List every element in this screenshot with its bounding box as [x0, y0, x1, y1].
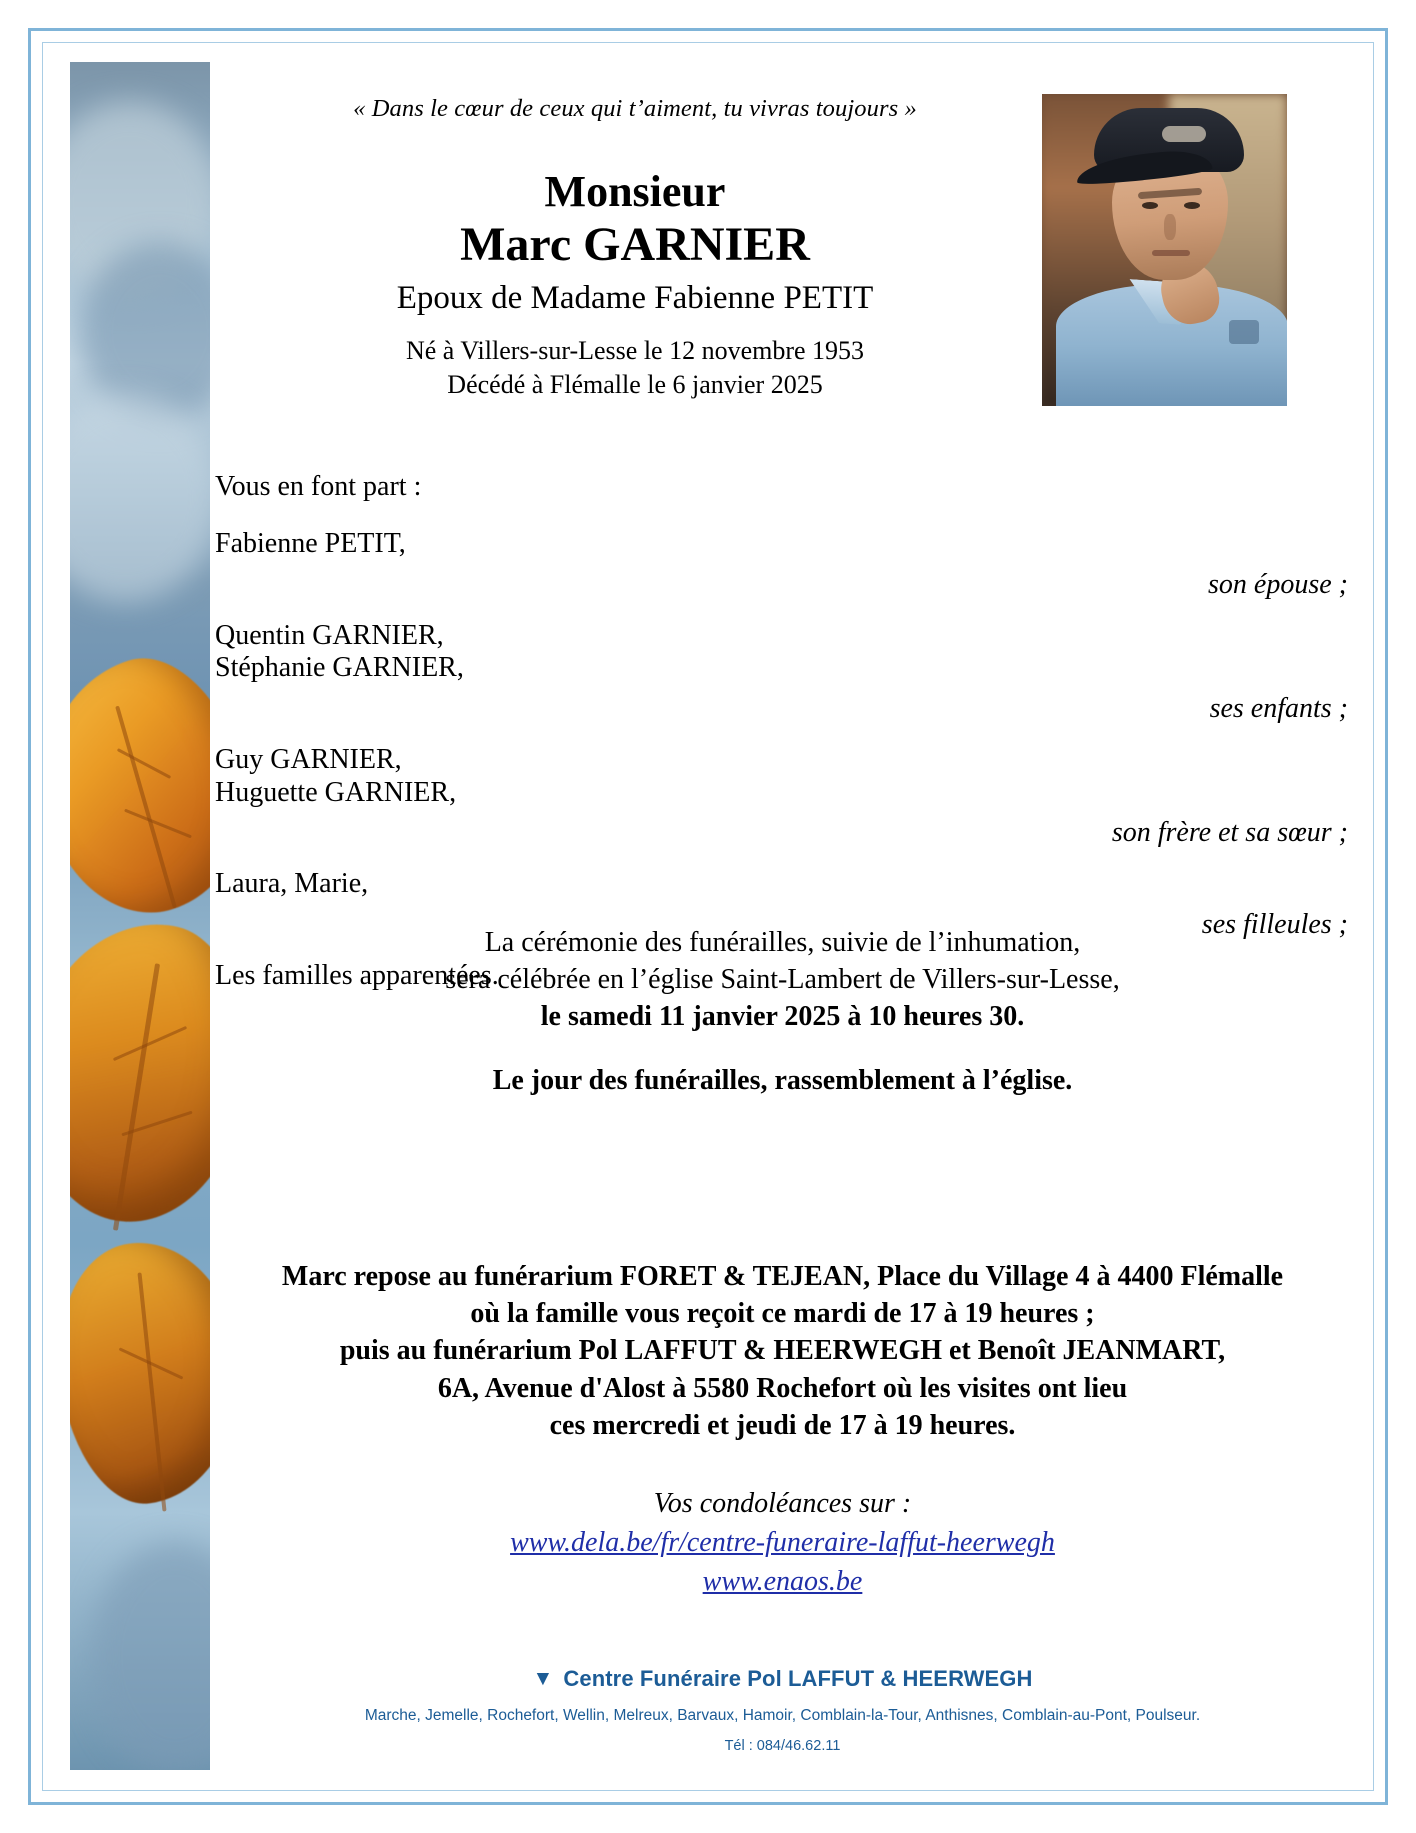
- family-role: son frère et sa sœur ;: [1111, 817, 1348, 849]
- family-group: [215, 744, 1350, 850]
- family-names: [215, 868, 1350, 901]
- condolences-intro: Vos condoléances sur :: [653, 1488, 912, 1519]
- family-role: ses filleules ;: [1201, 908, 1348, 940]
- footer-phone: Tél : 084/46.62.11: [724, 1738, 841, 1754]
- ceremony-line-1: La cérémonie des funérailles, suivie de l’inhumation,: [484, 927, 1081, 958]
- ceremony-line-2: sera célébrée en l’église Saint-Lambert de Villers-sur-Lesse,: [445, 964, 1120, 996]
- photo-shirt-logo: [1229, 320, 1259, 344]
- portrait-photo: [1042, 94, 1287, 406]
- footer-company-row: [215, 1666, 1350, 1692]
- death-line: Décédé à Flémalle le 6 janvier 2025: [447, 370, 823, 400]
- announcement-intro: Vous en font part :: [215, 471, 422, 502]
- spouse-line: Epoux de Madame Fabienne PETIT: [396, 280, 874, 317]
- family-member: Huguette GARNIER,: [215, 776, 457, 808]
- family-member: Quentin GARNIER,: [215, 619, 444, 651]
- family-names: [215, 620, 1350, 686]
- repose-line: où la famille vous reçoit ce mardi de 17 à 19 heures ;: [470, 1298, 1095, 1330]
- repose-line: ces mercredi et jeudi de 17 à 19 heures.: [549, 1409, 1016, 1441]
- ceremony-details: [215, 924, 1350, 1099]
- name-block: [305, 166, 965, 403]
- card-content: [215, 62, 1350, 1770]
- family-member: Laura, Marie,: [215, 868, 369, 899]
- autumn-leaf-decoration: [70, 62, 210, 1770]
- photo-eye-right: [1184, 202, 1200, 209]
- family-group: [215, 528, 1350, 602]
- family-group: [215, 620, 1350, 726]
- photo-nose: [1164, 214, 1176, 240]
- sky-blur-blob: [90, 1542, 210, 1770]
- repose-info: [215, 1258, 1350, 1444]
- triangle-down-icon: ▼: [532, 1667, 554, 1690]
- funeral-home-footer: [215, 1666, 1350, 1754]
- family-role: son épouse ;: [1208, 568, 1348, 600]
- repose-line: puis au funérarium Pol LAFFUT & HEERWEGH et Benoît JEANMART,: [339, 1335, 1226, 1367]
- family-names: [215, 744, 1350, 810]
- repose-line: Marc repose au funérarium FORET & TEJEAN, Place du Village 4 à 4400 Flémalle: [281, 1261, 1284, 1292]
- footer-towns: Marche, Jemelle, Rochefort, Wellin, Melreux, Barvaux, Hamoir, Comblain-la-Tour, Anthisnes, Comblain-au-Pont, Poulseur.: [364, 1707, 1201, 1724]
- repose-line: 6A, Avenue d'Alost à 5580 Rochefort où les visites ont lieu: [437, 1372, 1128, 1404]
- family-names: [215, 528, 1350, 561]
- family-member: Guy GARNIER,: [215, 743, 402, 775]
- condolences-block: [215, 1484, 1350, 1602]
- ceremony-datetime: le samedi 11 janvier 2025 à 10 heures 30.: [540, 1001, 1025, 1033]
- related-families: Les familles apparentées.: [215, 959, 499, 991]
- condolences-link-dela[interactable]: www.dela.be/fr/centre-funeraire-laffut-heerwegh: [510, 1527, 1055, 1559]
- photo-eye-left: [1142, 202, 1158, 209]
- birth-line: Né à Villers-sur-Lesse le 12 novembre 1953: [405, 336, 865, 366]
- photo-cap-logo: [1162, 126, 1206, 142]
- sky-blur-blob: [70, 392, 210, 602]
- condolences-link-enaos[interactable]: www.enaos.be: [702, 1566, 863, 1598]
- epitaph-quote: « Dans le cœur de ceux qui t’aiment, tu vivras toujours »: [353, 95, 917, 122]
- footer-company-name: Centre Funéraire Pol LAFFUT & HEERWEGH: [563, 1666, 1033, 1691]
- ceremony-gathering: Le jour des funérailles, rassemblement à l’église.: [492, 1064, 1073, 1096]
- title-prefix: Monsieur: [544, 167, 726, 216]
- family-list: [215, 528, 1350, 992]
- life-dates: [305, 334, 965, 403]
- family-member: Fabienne PETIT,: [215, 528, 406, 559]
- family-member: Stéphanie GARNIER,: [215, 652, 464, 684]
- photo-mouth: [1152, 250, 1190, 256]
- family-role: ses enfants ;: [1209, 693, 1348, 724]
- deceased-name: Marc GARNIER: [460, 218, 810, 272]
